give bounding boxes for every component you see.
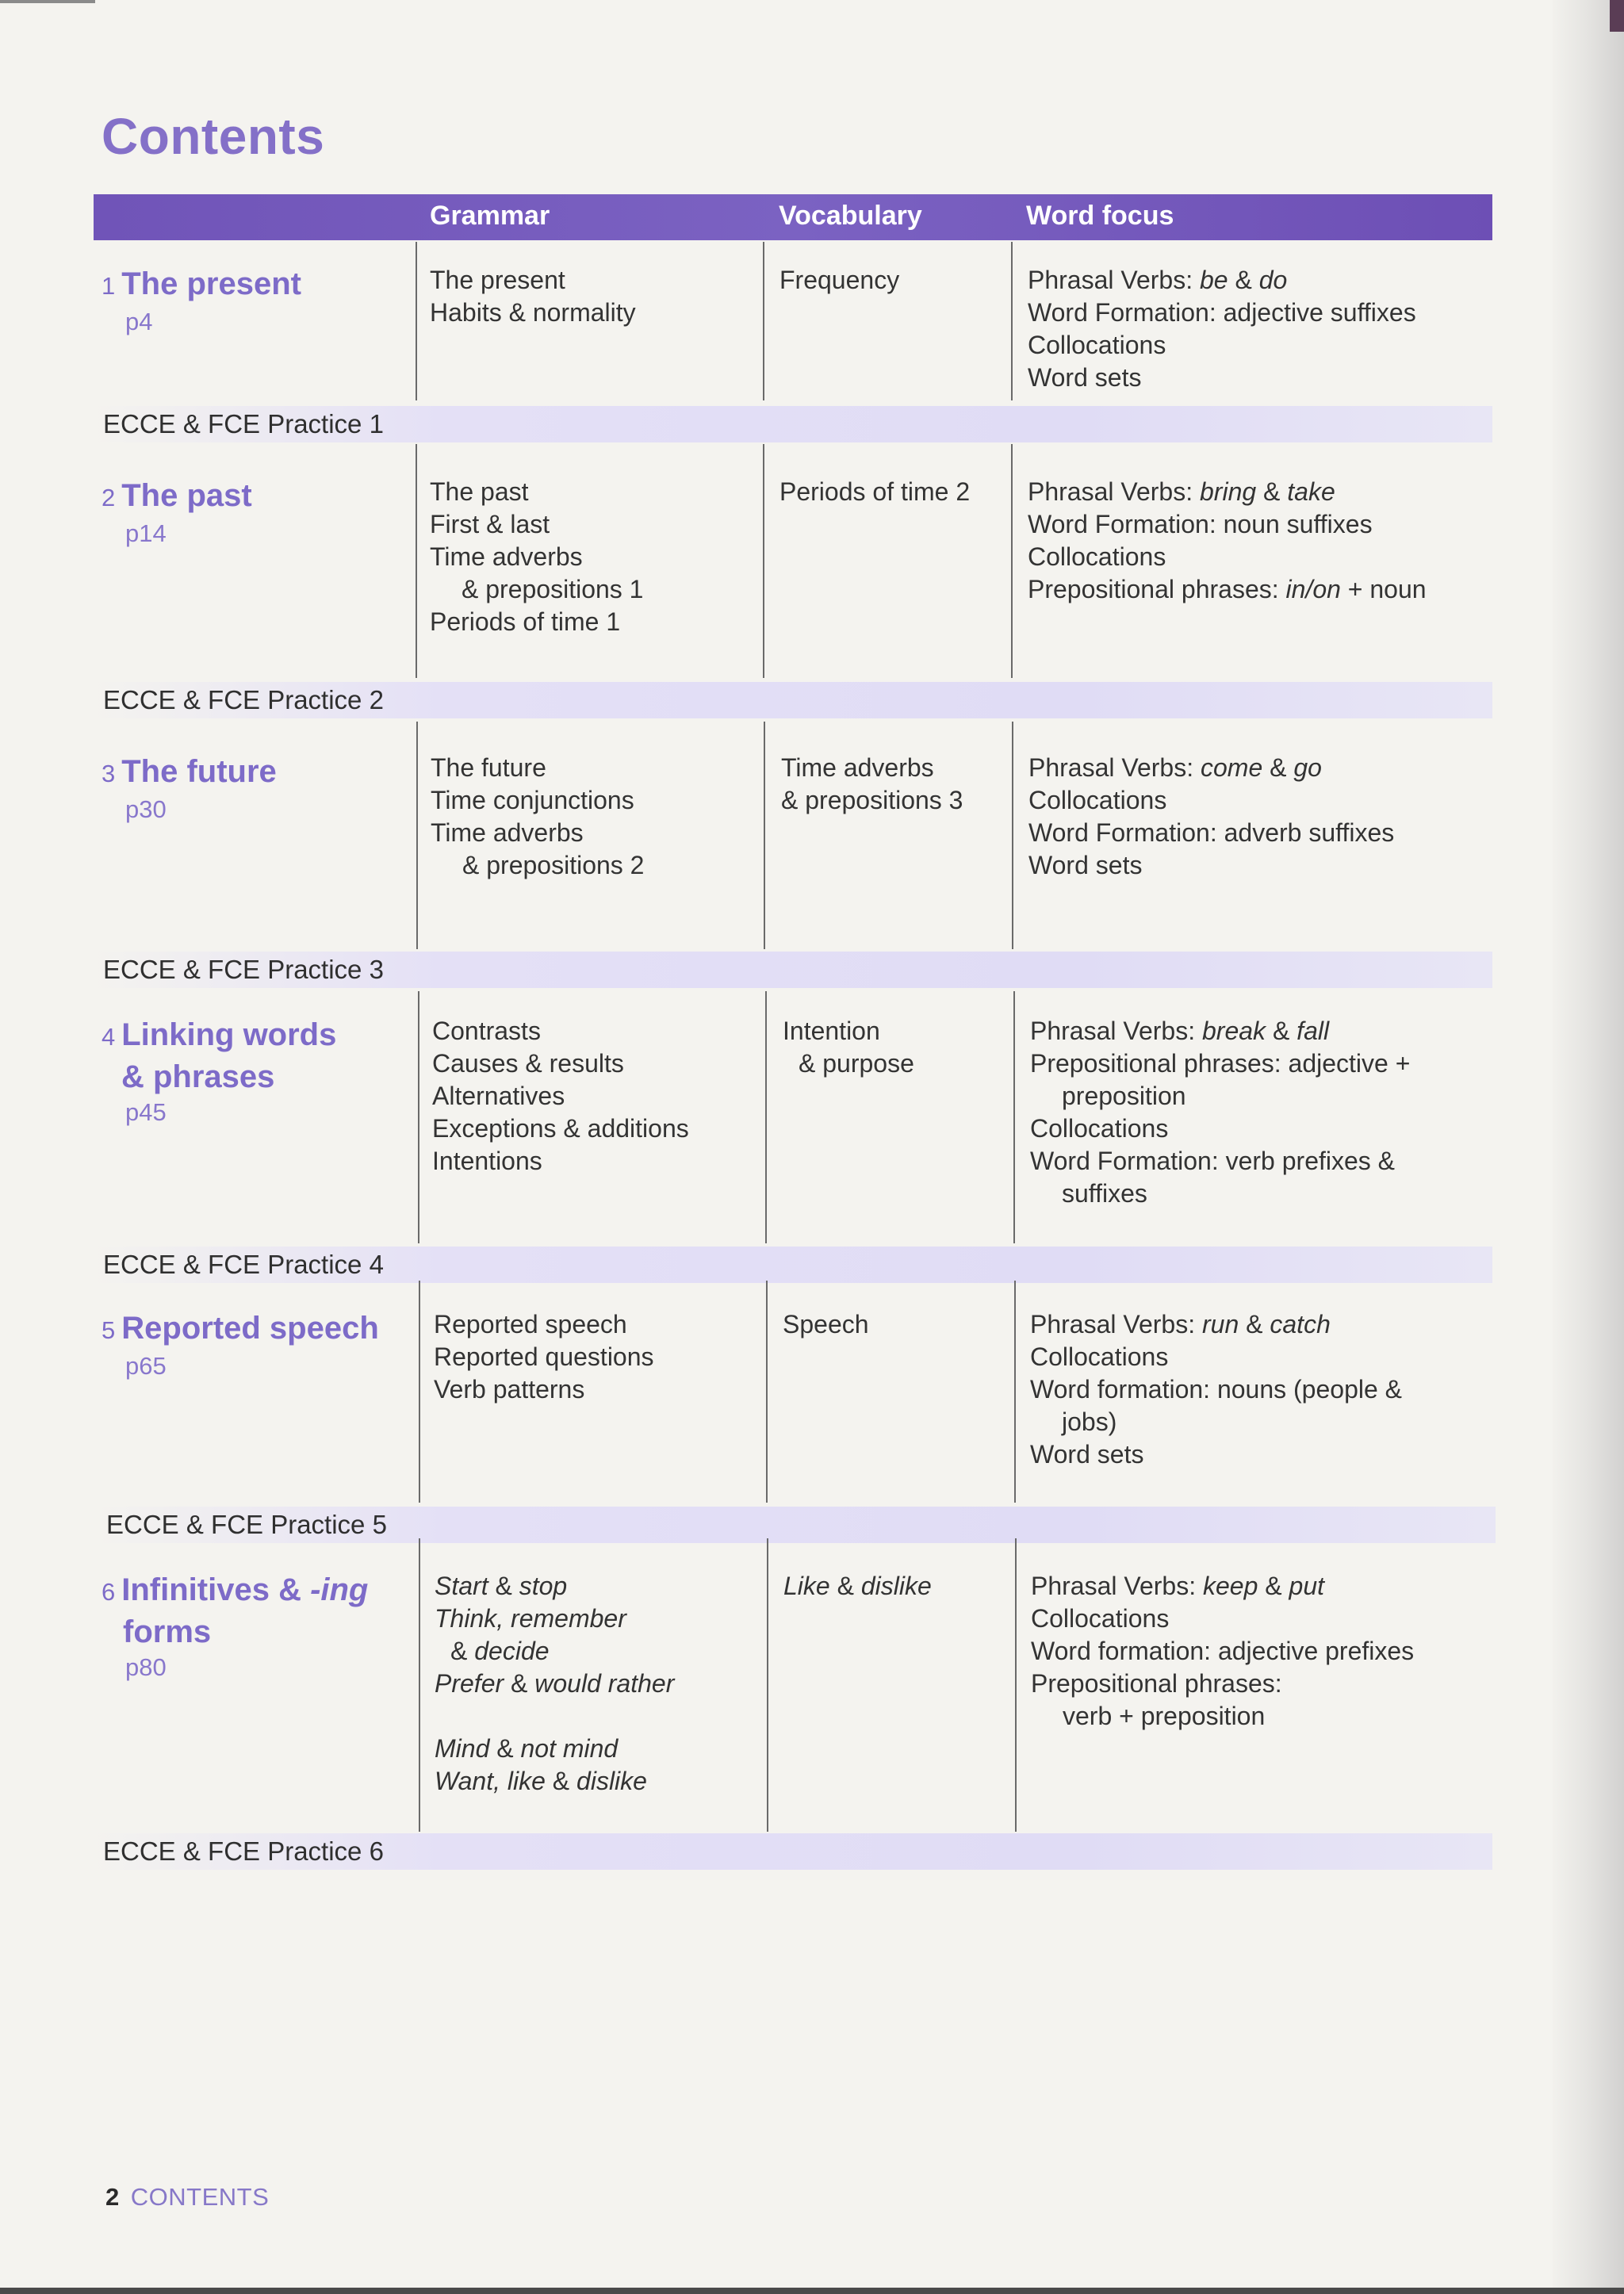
column-divider bbox=[767, 1538, 768, 1832]
practice-row-2[interactable] bbox=[94, 682, 1492, 718]
unit-page: p4 bbox=[125, 308, 153, 335]
vocabulary-item: Speech bbox=[783, 1310, 869, 1338]
practice-label: ECCE & FCE Practice 1 bbox=[103, 409, 384, 439]
column-divider bbox=[419, 1281, 420, 1503]
grammar-cell bbox=[431, 752, 644, 882]
unit-number: 5 bbox=[102, 1316, 116, 1344]
vocabulary-cell bbox=[783, 1570, 932, 1603]
binding-corner bbox=[1610, 0, 1624, 32]
word-focus-item: Collocations bbox=[1030, 1114, 1169, 1143]
word-focus-cell bbox=[1028, 752, 1394, 882]
vocabulary-item: Like & dislike bbox=[783, 1572, 932, 1600]
grammar-item: The past bbox=[430, 477, 529, 506]
unit-page: p14 bbox=[125, 519, 167, 547]
unit-title-line: Linking words bbox=[121, 1017, 337, 1052]
grammar-cell bbox=[430, 264, 636, 329]
practice-label: ECCE & FCE Practice 2 bbox=[103, 685, 384, 714]
grammar-item: Time conjunctions bbox=[431, 786, 634, 814]
grammar-item: Contrasts bbox=[432, 1017, 541, 1045]
practice-row-1[interactable] bbox=[94, 406, 1492, 442]
grammar-item: Reported speech bbox=[434, 1310, 627, 1338]
grammar-item: Start & stop bbox=[435, 1572, 568, 1600]
header-grammar: Grammar bbox=[430, 201, 550, 231]
unit-title-line: The future bbox=[121, 754, 277, 789]
word-focus-item: Word formation: adjective prefixes bbox=[1031, 1637, 1415, 1665]
vocabulary-cell bbox=[779, 476, 970, 508]
grammar-cell bbox=[434, 1308, 654, 1406]
word-focus-item: Prepositional phrases: in/on + noun bbox=[1028, 575, 1427, 603]
word-focus-item: Word Formation: adverb suffixes bbox=[1028, 818, 1395, 847]
word-focus-item: Phrasal Verbs: come & go bbox=[1028, 753, 1322, 782]
unit-page: p45 bbox=[125, 1098, 167, 1126]
unit-page: p65 bbox=[125, 1352, 167, 1380]
word-focus-item: Collocations bbox=[1028, 331, 1166, 359]
word-focus-cell bbox=[1030, 1308, 1402, 1471]
word-focus-cell bbox=[1028, 476, 1427, 606]
practice-label: ECCE & FCE Practice 5 bbox=[106, 1510, 387, 1539]
column-divider bbox=[766, 1281, 768, 1503]
grammar-cell bbox=[435, 1570, 674, 1798]
unit-title[interactable] bbox=[102, 1015, 403, 1128]
grammar-item: Time adverbs bbox=[431, 818, 584, 847]
word-focus-item: Word formation: nouns (people & bbox=[1030, 1375, 1402, 1404]
unit-title[interactable] bbox=[102, 476, 403, 550]
grammar-item: Causes & results bbox=[432, 1049, 624, 1078]
word-focus-item: Collocations bbox=[1028, 542, 1166, 571]
grammar-item: Verb patterns bbox=[434, 1375, 585, 1404]
unit-title-line: The present bbox=[121, 266, 301, 301]
word-focus-item: Phrasal Verbs: keep & put bbox=[1031, 1572, 1324, 1600]
grammar-item: & prepositions 1 bbox=[462, 575, 644, 603]
word-focus-item: Word Formation: verb prefixes & bbox=[1030, 1147, 1396, 1175]
word-focus-cell bbox=[1030, 1015, 1410, 1210]
unit-title-line: Infinitives & -ing bbox=[121, 1572, 369, 1607]
word-focus-item: Collocations bbox=[1028, 786, 1167, 814]
column-divider bbox=[763, 242, 764, 400]
grammar-item: Alternatives bbox=[432, 1082, 565, 1110]
word-focus-item: Collocations bbox=[1031, 1604, 1170, 1633]
grammar-item: Periods of time 1 bbox=[430, 607, 621, 636]
column-divider bbox=[419, 1538, 420, 1832]
grammar-item: & decide bbox=[450, 1637, 550, 1665]
practice-row-4[interactable] bbox=[94, 1247, 1492, 1283]
vocabulary-item: Frequency bbox=[779, 266, 900, 294]
practice-row-3[interactable] bbox=[94, 952, 1492, 988]
page-bottom-edge bbox=[0, 2288, 1624, 2294]
vocabulary-cell bbox=[779, 264, 899, 297]
word-focus-item: Prepositional phrases: adjective + bbox=[1030, 1049, 1411, 1078]
column-divider bbox=[1011, 242, 1013, 400]
column-divider bbox=[1011, 444, 1013, 678]
grammar-item: & prepositions 2 bbox=[462, 851, 645, 879]
unit-title[interactable] bbox=[102, 752, 403, 825]
column-divider bbox=[418, 991, 419, 1243]
word-focus-cell bbox=[1028, 264, 1416, 394]
grammar-item: Mind & not mind bbox=[435, 1734, 619, 1763]
word-focus-item: Prepositional phrases: bbox=[1031, 1669, 1282, 1698]
vocabulary-cell bbox=[781, 752, 963, 817]
word-focus-item: Word sets bbox=[1030, 1440, 1144, 1469]
page-title: Contents bbox=[102, 108, 325, 165]
column-divider bbox=[1013, 991, 1015, 1243]
grammar-item: Time adverbs bbox=[430, 542, 583, 571]
vocabulary-item: Intention bbox=[783, 1017, 880, 1045]
word-focus-item: Phrasal Verbs: be & do bbox=[1028, 266, 1288, 294]
grammar-item: The future bbox=[431, 753, 546, 782]
unit-title-line: The past bbox=[121, 478, 252, 513]
vocabulary-cell bbox=[783, 1015, 914, 1080]
unit-page: p80 bbox=[125, 1653, 167, 1681]
unit-title[interactable] bbox=[102, 1308, 403, 1382]
vocabulary-item: Periods of time 2 bbox=[779, 477, 971, 506]
unit-number: 2 bbox=[102, 484, 116, 511]
grammar-item: Prefer & would rather bbox=[435, 1669, 675, 1698]
grammar-spacer bbox=[435, 1700, 674, 1733]
practice-row-6[interactable] bbox=[94, 1833, 1492, 1870]
word-focus-item: suffixes bbox=[1062, 1179, 1147, 1208]
unit-title[interactable] bbox=[102, 264, 403, 338]
word-focus-item: verb + preposition bbox=[1063, 1702, 1266, 1730]
practice-label: ECCE & FCE Practice 4 bbox=[103, 1250, 384, 1279]
practice-label: ECCE & FCE Practice 3 bbox=[103, 955, 384, 984]
word-focus-item: Word Formation: noun suffixes bbox=[1028, 510, 1373, 538]
grammar-item: Intentions bbox=[432, 1147, 542, 1175]
column-divider bbox=[416, 242, 417, 400]
vocabulary-item: & prepositions 3 bbox=[781, 786, 963, 814]
grammar-item: Think, remember bbox=[435, 1604, 626, 1633]
practice-row-5[interactable] bbox=[97, 1507, 1496, 1543]
grammar-item: Reported questions bbox=[434, 1342, 654, 1371]
grammar-item: First & last bbox=[430, 510, 550, 538]
unit-title-line: Reported speech bbox=[121, 1311, 379, 1346]
column-divider bbox=[416, 444, 417, 678]
header-word-focus: Word focus bbox=[1026, 201, 1174, 231]
word-focus-item: Word sets bbox=[1028, 363, 1142, 392]
word-focus-item: Phrasal Verbs: run & catch bbox=[1030, 1310, 1331, 1338]
unit-number: 6 bbox=[102, 1578, 116, 1606]
word-focus-item: Phrasal Verbs: break & fall bbox=[1030, 1017, 1330, 1045]
grammar-item: Want, like & dislike bbox=[435, 1767, 647, 1795]
column-divider bbox=[1015, 1538, 1017, 1832]
table-header bbox=[94, 194, 1492, 240]
word-focus-item: Phrasal Verbs: bring & take bbox=[1028, 477, 1335, 506]
unit-number: 1 bbox=[102, 272, 116, 300]
vocabulary-cell bbox=[783, 1308, 869, 1341]
page-footer bbox=[105, 2183, 269, 2212]
header-vocabulary: Vocabulary bbox=[779, 201, 922, 231]
column-divider bbox=[765, 991, 767, 1243]
column-divider bbox=[764, 722, 765, 949]
word-focus-item: preposition bbox=[1062, 1082, 1186, 1110]
practice-label: ECCE & FCE Practice 6 bbox=[103, 1836, 384, 1866]
column-divider bbox=[1014, 1281, 1016, 1503]
unit-title[interactable] bbox=[102, 1570, 403, 1683]
word-focus-item: jobs) bbox=[1062, 1407, 1117, 1436]
unit-title-line: forms bbox=[123, 1614, 212, 1649]
word-focus-cell bbox=[1031, 1570, 1414, 1733]
page-top-mark bbox=[0, 0, 95, 3]
vocabulary-item: & purpose bbox=[799, 1049, 914, 1078]
unit-title-line: & phrases bbox=[121, 1059, 275, 1094]
grammar-item: The present bbox=[430, 266, 565, 294]
column-divider bbox=[763, 444, 764, 678]
page-edge-shadow bbox=[1553, 0, 1624, 2294]
footer-label: CONTENTS bbox=[130, 2183, 270, 2211]
unit-page: p30 bbox=[125, 795, 167, 823]
grammar-cell bbox=[432, 1015, 689, 1178]
grammar-cell bbox=[430, 476, 643, 638]
unit-number: 3 bbox=[102, 760, 116, 787]
unit-number: 4 bbox=[102, 1023, 116, 1051]
word-focus-item: Collocations bbox=[1030, 1342, 1169, 1371]
grammar-item: Exceptions & additions bbox=[432, 1114, 689, 1143]
column-divider bbox=[416, 722, 418, 949]
column-divider bbox=[1012, 722, 1013, 949]
page-number: 2 bbox=[105, 2183, 120, 2211]
vocabulary-item: Time adverbs bbox=[781, 753, 934, 782]
word-focus-item: Word Formation: adjective suffixes bbox=[1028, 298, 1416, 327]
grammar-item: Habits & normality bbox=[430, 298, 636, 327]
word-focus-item: Word sets bbox=[1028, 851, 1143, 879]
